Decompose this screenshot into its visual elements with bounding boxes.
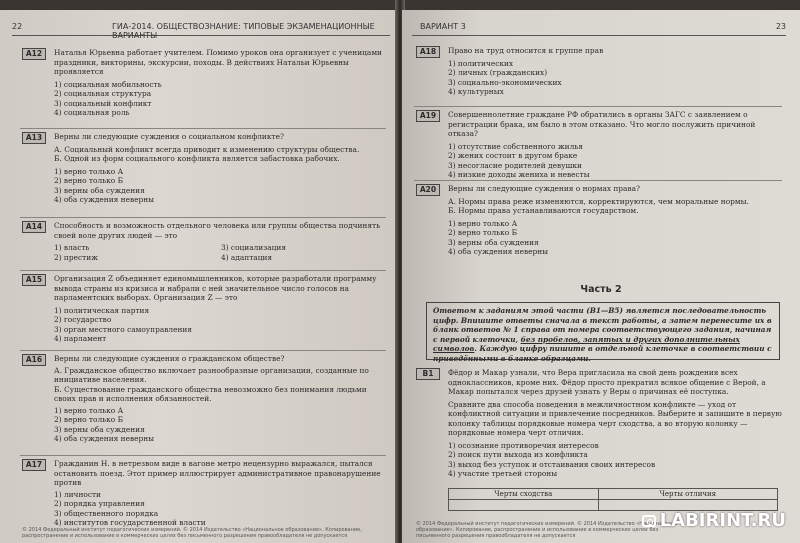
- question-number: А17: [22, 459, 46, 471]
- question-a14: [22, 221, 388, 262]
- answer-option: 1) личности: [54, 489, 101, 499]
- answer-option: 2) социальная структура: [54, 89, 152, 98]
- answer-option: 2) верно только Б: [448, 228, 518, 237]
- table-cell: [598, 500, 777, 511]
- part2-instructions: [426, 302, 780, 363]
- right-page-header: [412, 22, 786, 36]
- answer-option: 3) верны оба суждения: [448, 237, 539, 247]
- watermark: [642, 510, 786, 531]
- answer-option: 3) несогласие родителей девушки: [448, 160, 582, 170]
- part2-heading: Часть 2: [580, 284, 622, 295]
- statement: А. Нормы права реже изменяются, корректируются, чем моральные нормы.: [448, 196, 749, 206]
- answer-option: 4) низкие доходы жениха и невесты: [448, 170, 590, 179]
- right-copyright-footer: © 2014 Федеральный институт педагогических измерений. © 2014 Издательство «Национальное образование». Копирование, распространение и использование в коммерческих целях без письменного разрешения правообладателя не допускается: [416, 521, 678, 539]
- question-text: Верны ли следующие суждения о нормах права?: [448, 184, 640, 193]
- answer-option: 1) политических: [448, 58, 514, 68]
- divider: [20, 455, 386, 456]
- answer-option: 2) престиж: [54, 252, 98, 262]
- statement: Б. Нормы права устанавливаются государством.: [448, 206, 639, 215]
- answer-option: 4) оба суждения неверны: [448, 247, 549, 256]
- question-number: А16: [22, 354, 46, 366]
- answer-option: 1) социальная мобильность: [54, 79, 162, 89]
- question-number: А13: [22, 132, 46, 144]
- question-a17: [22, 459, 388, 528]
- divider: [20, 270, 386, 271]
- answer-option: 1) осознание противоречия интересов: [448, 440, 599, 450]
- left-page-header: [12, 22, 390, 40]
- question-text: Совершеннолетние граждане РФ обратились в органы ЗАГС с заявлением о регистрации брака, им было в этом отказано. Что могло послужить причиной отказа?: [448, 110, 756, 138]
- answer-table: [448, 488, 778, 511]
- question-a12: [22, 48, 388, 118]
- question-text: Способность и возможность отдельного человека или группы общества подчинять своей воле других людей — это: [54, 221, 381, 240]
- divider: [414, 106, 782, 107]
- question-number: В1: [416, 368, 440, 380]
- answer-option: 4) адаптация: [221, 252, 273, 262]
- answer-option: 3) орган местного самоуправления: [54, 324, 192, 334]
- statement: А. Гражданское общество включает разнообразные организации, созданные по инициативе населения.: [54, 365, 369, 384]
- answer-option: 1) отсутствие собственного жилья: [448, 141, 583, 151]
- answer-option: 1) верно только А: [448, 218, 518, 228]
- question-text: Гражданин Н. в нетрезвом виде в вагоне метро нецензурно выражался, пытался остановить поезд. Этот пример иллюстрирует административное правонарушение против: [54, 459, 381, 487]
- divider: [20, 128, 386, 129]
- answer-option: 2) поиск пути выхода из конфликта: [448, 450, 588, 459]
- question-number: А20: [416, 184, 440, 196]
- instruction-text: Ответом к заданиям этой части (В1—В5) является последовательность цифр. Впишите ответы сначала в текст работы, а затем перенесите их в бланк ответов № 1 справа от номера соответствующего задания, начиная с первой клеточки,: [433, 306, 772, 344]
- answer-option: 4) оба суждения неверны: [54, 434, 155, 443]
- answer-option: 2) личных (гражданских): [448, 68, 548, 77]
- answer-option: 3) верны оба суждения: [54, 185, 145, 195]
- question-text: Верны ли следующие суждения о социальном конфликте?: [54, 132, 284, 141]
- answer-option: 2) верно только Б: [54, 176, 124, 185]
- divider: [414, 180, 782, 181]
- statement: Б. Существование гражданского общества невозможно без понимания людьми своих прав и исполнения обязанностей.: [54, 384, 367, 403]
- statement: Б. Одной из форм социального конфликта является забастовка рабочих.: [54, 154, 340, 163]
- task-text: Сравните два способа поведения в межличностном конфликте — уход от конфликтной ситуации и привлечение посредников. Выберите и запишите в первую колонку таблицы порядковые номера черт сходства, а во вторую колонку — порядковые номера черт отличия.: [448, 399, 782, 437]
- statement: А. Социальный конфликт всегда приводит к изменению структуры общества.: [54, 144, 360, 154]
- answer-option: 3) социализация: [221, 243, 287, 252]
- question-text: Организация Z объединяет единомышленников, которые разработали программу вывода страны из кризиса и набрали с ней значительное число голосов на парламентских выборах. Организация Z — это: [54, 274, 377, 302]
- question-number: А15: [22, 274, 46, 286]
- question-a13: [22, 132, 388, 205]
- question-b1: [416, 368, 784, 479]
- answer-option: 3) верны оба суждения: [54, 424, 145, 434]
- answer-option: 2) жених состоит в другом браке: [448, 151, 578, 160]
- table-header-similarities: Черты сходства: [449, 489, 599, 500]
- answer-option: 4) культурных: [448, 87, 504, 96]
- watermark-text: LABIRINT.RU: [659, 510, 786, 531]
- question-a20: [416, 184, 784, 257]
- right-page-number: 23: [775, 22, 786, 31]
- question-a19: [416, 110, 784, 180]
- answer-option: 3) общественного порядка: [54, 508, 159, 518]
- instruction-text-end: . Каждую цифру пишите в отдельной клеточке в соответствии с приведёнными в бланке образцами.: [433, 344, 772, 363]
- answer-option: 4) парламент: [54, 334, 107, 343]
- question-a15: [22, 274, 388, 344]
- answer-option: 3) выход без уступок и отстаивания своих интересов: [448, 459, 656, 469]
- left-page-number: 22: [12, 22, 23, 31]
- question-text: Право на труд относится к группе прав: [448, 46, 604, 55]
- left-copyright-footer: © 2014 Федеральный институт педагогических измерений. © 2014 Издательство «Национальное образование». Копирование, распространение и использование в коммерческих целях без письменного разрешения правообладателя не допускается: [22, 527, 362, 539]
- answer-option: 4) участие третьей стороны: [448, 469, 558, 478]
- left-page: [0, 10, 398, 543]
- answer-option: 1) верно только А: [54, 405, 124, 415]
- question-text: Фёдор и Макар узнали, что Вера пригласила на свой день рождения всех одноклассников, кроме них. Фёдор просто прекратил всякое общение с Верой, а Макар попытался через друзей узнать у Веры о причинах её поступка.: [448, 368, 766, 396]
- answer-option: 4) социальная роль: [54, 108, 130, 117]
- question-text: Верны ли следующие суждения о гражданском обществе?: [54, 354, 285, 363]
- divider: [20, 217, 386, 218]
- left-running-title: ГИА-2014. ОБЩЕСТВОЗНАНИЕ: ТИПОВЫЕ ЭКЗАМЕНАЦИОННЫЕ ВАРИАНТЫ: [112, 22, 375, 40]
- question-number: А18: [416, 46, 440, 58]
- question-a16: [22, 354, 388, 444]
- table-cell: [449, 500, 599, 511]
- answer-option: 4) оба суждения неверны: [54, 195, 155, 204]
- answer-option: 1) верно только А: [54, 166, 124, 176]
- answer-option: 3) социально-экономических: [448, 77, 562, 87]
- question-a18: [416, 46, 784, 97]
- question-number: А12: [22, 48, 46, 60]
- question-text: Наталья Юрьевна работает учителем. Помимо уроков она организует с ученицами праздники, викторины, экскурсии, походы. В действиях Натальи Юрьевны проявляется: [54, 48, 382, 76]
- answer-option: 1) политическая партия: [54, 305, 150, 315]
- divider: [20, 350, 386, 351]
- question-number: А19: [416, 110, 440, 122]
- table-header-differences: Черты отличия: [598, 489, 777, 500]
- camera-icon: [642, 515, 656, 527]
- instruction-underlined: без пробелов, запятых и других дополнительных символов: [433, 334, 740, 354]
- answer-option: 1) власть: [54, 243, 90, 252]
- answer-option: 2) порядка управления: [54, 499, 145, 508]
- variant-title: ВАРИАНТ 3: [420, 22, 466, 31]
- answer-option: 3) социальный конфликт: [54, 98, 152, 108]
- answer-option: 2) государство: [54, 315, 112, 324]
- answer-option: 4) институтов государственной власти: [54, 518, 206, 527]
- right-page: [402, 10, 800, 543]
- question-number: А14: [22, 221, 46, 233]
- answer-option: 2) верно только Б: [54, 415, 124, 424]
